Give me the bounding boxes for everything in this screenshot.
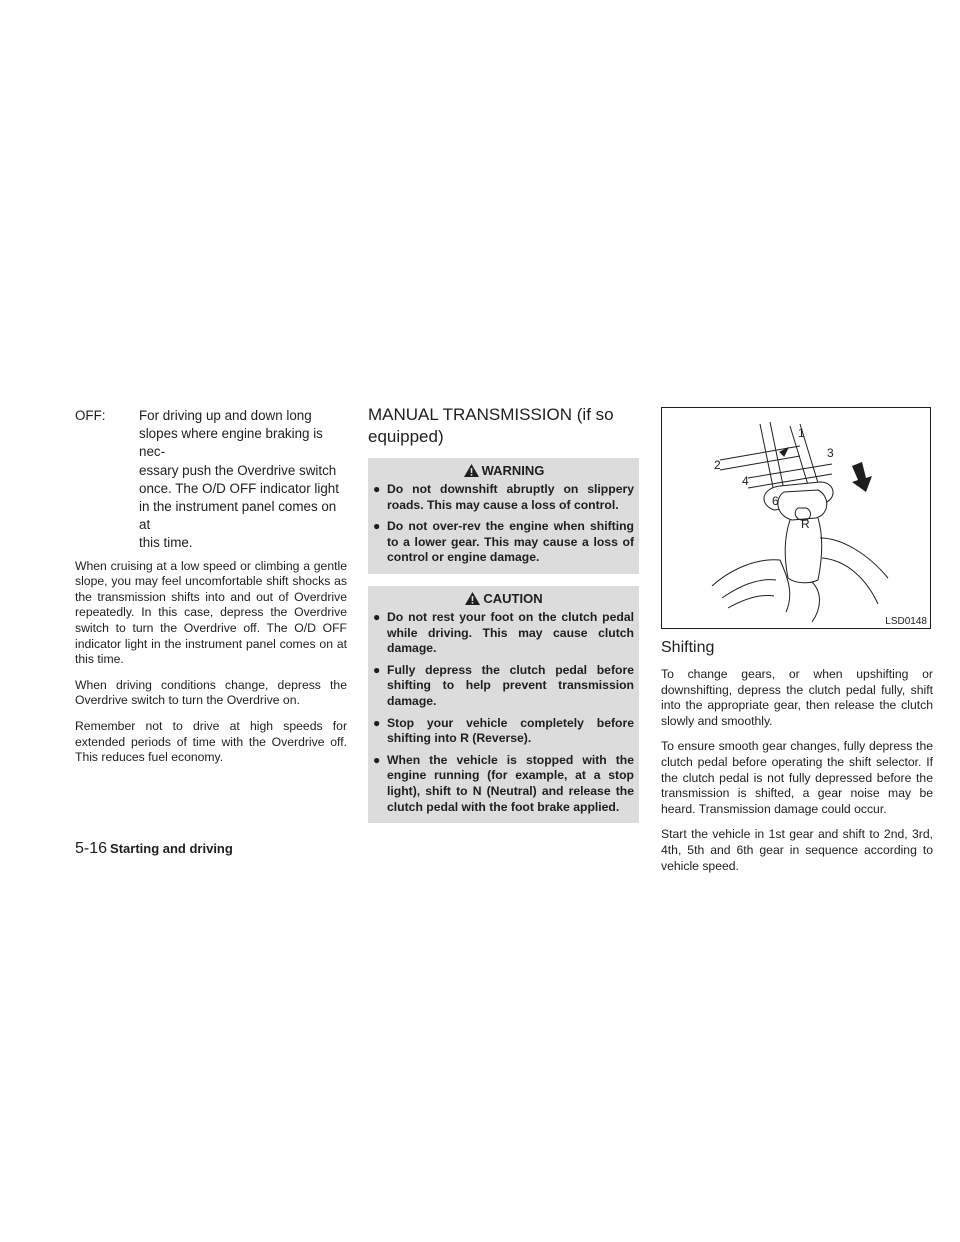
gear-label-1: 1 bbox=[798, 426, 805, 440]
warning-item: ● Do not downshift abruptly on slippery roads. This may cause a loss of control. bbox=[373, 482, 634, 512]
caution-list bbox=[373, 610, 634, 815]
bullet: ● bbox=[373, 715, 381, 730]
middle-column bbox=[368, 407, 639, 835]
caution-title: CAUTION bbox=[483, 590, 543, 606]
off-line: For driving up and down long bbox=[139, 408, 312, 423]
off-term: OFF: bbox=[75, 408, 106, 423]
off-line: slopes where engine braking is nec- bbox=[139, 426, 323, 460]
gear-label-4: 4 bbox=[742, 474, 749, 488]
caution-item: ● When the vehicle is stopped with the engine running (for example, at a stop light), shift to N (Neutral) and release the clutch pedal with the foot brake applied. bbox=[373, 752, 634, 814]
warning-title: WARNING bbox=[481, 463, 545, 478]
caution-box bbox=[368, 586, 639, 823]
body-paragraph: When cruising at a low speed or climbing a gentle slope, you may feel uncomfortable shift shocks as the transmission shifts into and out of Overdrive repeatedly. In this case, depress the Overdrive switch to turn the Overdrive off. The O/D OFF indicator light in the instrument panel comes on at this time. bbox=[75, 558, 347, 667]
bullet: ● bbox=[373, 662, 381, 677]
page-number: 5-16 bbox=[75, 840, 108, 857]
off-description bbox=[139, 407, 347, 553]
warning-triangle-icon bbox=[464, 591, 481, 606]
bullet: ● bbox=[373, 482, 381, 496]
right-column bbox=[661, 407, 933, 884]
caution-item: ● Do not rest your foot on the clutch pedal while driving. This may cause clutch damage. bbox=[373, 609, 634, 656]
off-line: this time. bbox=[139, 535, 193, 551]
body-paragraph: Remember not to drive at high speeds for extended periods of time with the Overdrive off. This reduces fuel economy. bbox=[75, 718, 347, 765]
gear-label-5: 5 bbox=[856, 464, 863, 478]
off-line: once. The O/D OFF indicator light bbox=[139, 480, 339, 496]
warning-box bbox=[368, 458, 639, 574]
bullet: ● bbox=[373, 752, 381, 767]
gear-label-6: 6 bbox=[772, 494, 779, 508]
off-definition bbox=[75, 407, 347, 553]
body-paragraph: Start the vehicle in 1st gear and shift to 2nd, 3rd, 4th, 5th and 6th gear in sequence according to vehicle speed. bbox=[661, 827, 933, 873]
chapter-title: Starting and driving bbox=[110, 841, 233, 856]
left-column bbox=[75, 407, 347, 776]
caution-header bbox=[373, 586, 634, 610]
gear-label-r: R bbox=[801, 517, 810, 531]
subsection-title: Shifting bbox=[661, 639, 715, 656]
off-line: essary push the Overdrive switch bbox=[139, 462, 337, 478]
gear-label-3: 3 bbox=[827, 446, 834, 460]
off-line: in the instrument panel comes on at bbox=[139, 499, 337, 533]
figure-code: LSD0148 bbox=[885, 616, 927, 627]
body-paragraph: To change gears, or when upshifting or downshifting, depress the clutch pedal fully, shift into the appropriate gear, then release the clutch slowly and smoothly. bbox=[661, 667, 933, 728]
warning-item: ● Do not over-rev the engine when shifting to a lower gear. This may cause a loss of control or engine damage. bbox=[373, 519, 634, 565]
body-paragraph: To ensure smooth gear changes, fully depress the clutch pedal before operating the shift selector. If the clutch pedal is not fully depressed before the transmission is shifted, a gear noise may be heard. Transmission damage could occur. bbox=[661, 739, 933, 816]
warning-triangle-icon bbox=[463, 463, 480, 478]
caution-item: ● Stop your vehicle completely before shifting into R (Reverse). bbox=[373, 715, 634, 746]
page-footer bbox=[75, 840, 233, 858]
shift-knob-illustration bbox=[662, 408, 930, 628]
section-title: MANUAL TRANSMISSION (if so equipped) bbox=[368, 405, 614, 446]
caution-item: ● Fully depress the clutch pedal before shifting to help prevent transmission damage. bbox=[373, 662, 634, 708]
gear-label-2: 2 bbox=[714, 458, 721, 472]
shift-pattern-figure bbox=[661, 407, 931, 629]
bullet: ● bbox=[373, 609, 381, 624]
body-paragraph: When driving conditions change, depress the Overdrive switch to turn the Overdrive on. bbox=[75, 677, 347, 708]
warning-header bbox=[373, 458, 634, 482]
bullet: ● bbox=[373, 519, 381, 534]
warning-list bbox=[373, 482, 634, 566]
